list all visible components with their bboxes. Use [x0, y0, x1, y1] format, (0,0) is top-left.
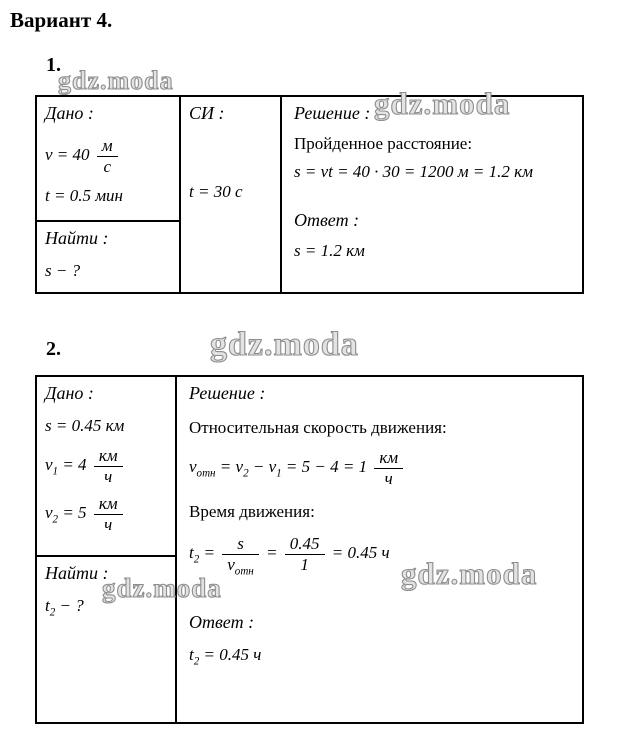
eq1-sub-2: 2 [243, 467, 249, 480]
answer-base: t [189, 645, 194, 665]
v1-base: v [45, 454, 53, 474]
solution-step-title: Относительная скорость движения: [189, 418, 447, 437]
v1-value: = 4 [58, 454, 87, 474]
problem-2-given-column [37, 377, 177, 722]
problem-2-table [35, 375, 584, 724]
fraction-denominator: ч [104, 466, 113, 486]
eq1-v: v [189, 456, 197, 476]
v2-value: = 5 [58, 503, 87, 523]
eq2-result: = 0.45 ч [327, 543, 390, 563]
v2-subscript: 2 [52, 513, 59, 526]
eq2-f1den-sub: отн [234, 565, 254, 578]
eq2-fraction-1 [222, 534, 259, 578]
velocity-expression: v = 40 [45, 144, 90, 164]
problem-1-number: 1. [46, 54, 61, 76]
answer-label: Ответ : [294, 210, 360, 230]
fraction-denominator [222, 554, 259, 578]
eq1-sub-otn: отн [196, 467, 216, 480]
fraction-numerator: км [94, 494, 123, 515]
fraction-denominator: с [103, 156, 111, 176]
page-title: Вариант 4. [10, 8, 113, 32]
given-velocity-1 [45, 446, 167, 486]
eq1-part: = v [215, 456, 244, 476]
eq2-sub-2: 2 [193, 553, 200, 566]
problem-1-si-cell [181, 97, 282, 292]
problem-1-solution-cell [282, 97, 582, 292]
watermark-gdz-moda: gdz.moda [374, 86, 511, 121]
fraction-numerator: км [374, 448, 403, 469]
eq2-fraction-2 [285, 534, 325, 574]
velocity-unit-fraction [97, 136, 118, 176]
solution-label: Решение : [189, 383, 266, 403]
eq2-part: = [261, 543, 282, 563]
solution-equation-1 [189, 448, 570, 488]
fraction-denominator: ч [384, 468, 393, 488]
problem-2-solution-cell [177, 377, 582, 722]
fraction-denominator: ч [104, 514, 113, 534]
answer-value: s = 1.2 км [294, 241, 365, 260]
si-time: t = 30 с [189, 182, 243, 201]
eq2-f1den-base: v [227, 554, 235, 574]
answer-value [189, 645, 570, 668]
v2-unit-fraction [94, 494, 123, 534]
fraction-numerator: s [222, 534, 259, 555]
answer-rest: = 0.45 ч [199, 645, 262, 665]
watermark-gdz-moda: gdz.moda [102, 573, 222, 603]
answer-label: Ответ : [189, 612, 255, 633]
solution-step-title: Время движения: [189, 502, 315, 522]
solution-equation-2 [189, 534, 570, 578]
fraction-denominator: 1 [300, 554, 309, 574]
given-velocity-2 [45, 494, 167, 534]
given-time: t = 0.5 мин [45, 186, 123, 206]
problem-1-given-cell [37, 97, 179, 222]
find-base: t [45, 596, 50, 615]
find-rest: − ? [55, 596, 84, 615]
watermark-gdz-moda: gdz.moda [58, 66, 174, 95]
watermark-gdz-moda: gdz.moda [210, 326, 359, 363]
solution-label: Решение : [294, 103, 371, 123]
given-velocity [45, 136, 171, 176]
find-expression: s − ? [45, 261, 81, 280]
given-label: Дано : [45, 103, 94, 123]
v2-base: v [45, 503, 53, 523]
solution-step-title: Пройденное расстояние: [294, 134, 473, 153]
fraction-numerator: 0.45 [285, 534, 325, 555]
eq2-part: = [199, 543, 220, 563]
eq1-part: = 5 − 4 = 1 [281, 456, 368, 476]
given-label: Дано : [45, 383, 94, 403]
watermark-gdz-moda: gdz.moda [401, 556, 538, 591]
eq1-unit-fraction [374, 448, 403, 488]
eq1-part: − v [248, 456, 277, 476]
solution-equation: s = vt = 40 · 30 = 1200 м = 1.2 км [294, 162, 533, 181]
find-label: Найти : [45, 228, 109, 248]
v1-subscript: 1 [52, 465, 59, 478]
si-label: СИ : [189, 103, 225, 123]
find-label: Найти : [45, 563, 109, 583]
problem-2-find-cell [37, 557, 175, 722]
answer-subscript: 2 [193, 655, 200, 668]
v1-unit-fraction [94, 446, 123, 486]
eq2-t: t [189, 543, 194, 563]
fraction-numerator: км [94, 446, 123, 467]
find-expression [45, 596, 167, 619]
fraction-numerator: м [97, 136, 118, 157]
problem-1-find-cell [37, 222, 179, 292]
problem-2-number: 2. [46, 338, 61, 360]
problem-1-given-column [37, 97, 181, 292]
problem-1-table [35, 95, 584, 294]
eq1-sub-1: 1 [276, 467, 282, 480]
given-distance: s = 0.45 км [45, 416, 125, 435]
find-subscript: 2 [49, 606, 56, 619]
problem-2-given-cell [37, 377, 175, 557]
